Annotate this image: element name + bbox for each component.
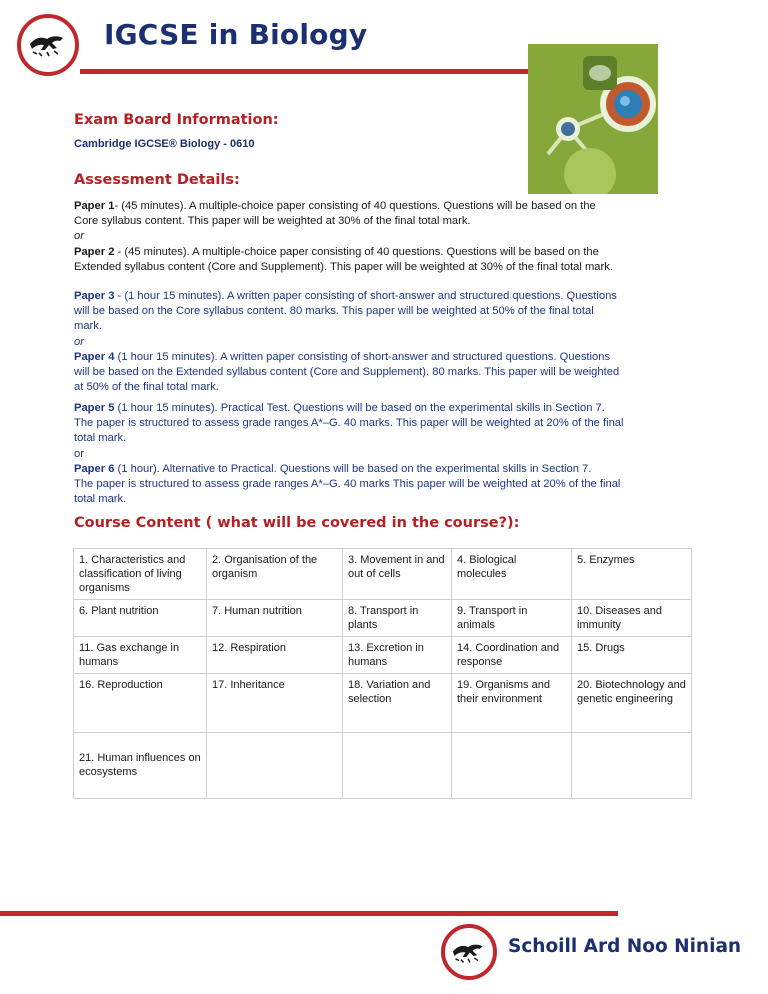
paper6-label: Paper 6	[74, 462, 115, 475]
paper2-label: Paper 2	[74, 245, 115, 258]
table-cell	[343, 733, 452, 799]
table-cell: 17. Inheritance	[207, 674, 343, 733]
table-cell	[452, 733, 572, 799]
table-cell: 10. Diseases and immunity	[572, 600, 692, 637]
table-cell: 14. Coordination and response	[452, 637, 572, 674]
paper5-line3: total mark.	[74, 432, 127, 445]
paper6-line1: Paper 6 (1 hour). Alternative to Practical. Questions will be based on the experimental skills in Section 7.	[74, 462, 592, 475]
table-cell: 21. Human influences on ecosystems	[74, 733, 207, 799]
course-content-heading: Course Content ( what will be covered in the course?):	[74, 515, 520, 531]
paper3-line3: mark.	[74, 320, 102, 333]
table-cell: 4. Biological molecules	[452, 549, 572, 600]
header-divider	[80, 69, 550, 74]
or-separator: or	[74, 447, 84, 460]
table-cell: 6. Plant nutrition	[74, 600, 207, 637]
table-cell: 12. Respiration	[207, 637, 343, 674]
school-crest-icon	[17, 14, 79, 76]
table-cell: 15. Drugs	[572, 637, 692, 674]
school-crest-icon	[441, 924, 497, 980]
table-cell: 20. Biotechnology and genetic engineering	[572, 674, 692, 733]
table-cell: 1. Characteristics and classification of living organisms	[74, 549, 207, 600]
table-cell	[207, 733, 343, 799]
table-cell: 3. Movement in and out of cells	[343, 549, 452, 600]
or-separator: or	[74, 230, 84, 243]
papers-3-4-block	[74, 289, 692, 395]
table-cell: 16. Reproduction	[74, 674, 207, 733]
table-cell: 18. Variation and selection	[343, 674, 452, 733]
paper3-line1: Paper 3 - (1 hour 15 minutes). A written paper consisting of short-answer and structured questions. Questions	[74, 290, 617, 302]
paper1-line1: Paper 1- (45 minutes). A multiple-choice paper consisting of 40 questions. Questions will be based on the	[74, 200, 596, 212]
assessment-heading: Assessment Details:	[74, 172, 240, 188]
paper3-line2: will be based on the Core syllabus content. 80 marks. This paper will be weighted at 50% of the final total	[74, 305, 594, 318]
page-title: IGCSE in Biology	[104, 18, 368, 51]
table-cell: 2. Organisation of the organism	[207, 549, 343, 600]
paper6-line2: The paper is structured to assess grade ranges A*–G. 40 marks This paper will be weighted at 20% of the final	[74, 478, 621, 491]
papers-1-2-block	[74, 199, 692, 275]
paper4-line1: Paper 4 (1 hour 15 minutes). A written paper consisting of short-answer and structured questions. Questions	[74, 350, 611, 363]
paper1-label: Paper 1	[74, 200, 115, 212]
table-cell: 7. Human nutrition	[207, 600, 343, 637]
paper4-label: Paper 4	[74, 350, 115, 363]
table-cell: 9. Transport in animals	[452, 600, 572, 637]
table-cell: 8. Transport in plants	[343, 600, 452, 637]
table-cell: 11. Gas exchange in humans	[74, 637, 207, 674]
papers-5-6-block	[74, 401, 692, 507]
exam-board-heading: Exam Board Information:	[74, 112, 279, 128]
table-cell	[572, 733, 692, 799]
cell-biology-banner-image	[528, 44, 658, 194]
school-name: Schoill Ard Noo Ninian	[508, 936, 742, 957]
paper2-line2: Extended syllabus content (Core and Supplement). This paper will be weighted at 30% of the final total mark.	[74, 260, 613, 273]
table-cell: 5. Enzymes	[572, 549, 692, 600]
paper5-label: Paper 5	[74, 402, 115, 414]
paper4-line3: at 50% of the final total mark.	[74, 381, 219, 394]
exam-board-code: Cambridge IGCSE® Biology - 0610	[74, 138, 255, 150]
table-row	[74, 674, 692, 733]
footer-divider	[0, 911, 618, 916]
paper6-line3: total mark.	[74, 493, 127, 506]
table-row	[74, 637, 692, 674]
table-cell: 13. Excretion in humans	[343, 637, 452, 674]
table-row	[74, 549, 692, 600]
table-row	[74, 733, 692, 799]
paper1-line2: Core syllabus content. This paper will be weighted at 30% of the final total mark.	[74, 215, 471, 228]
table-row	[74, 600, 692, 637]
paper5-line1: Paper 5 (1 hour 15 minutes). Practical Test. Questions will be based on the experimental skills in Section 7.	[74, 402, 605, 414]
paper5-line2: The paper is structured to assess grade ranges A*–G. 40 marks. This paper will be weighted at 20% of the final	[74, 417, 624, 430]
table-cell: 19. Organisms and their environment	[452, 674, 572, 733]
paper3-label: Paper 3	[74, 290, 115, 302]
course-content-table	[73, 548, 692, 799]
or-separator: or	[74, 335, 84, 348]
paper2-line1: Paper 2 - (45 minutes). A multiple-choice paper consisting of 40 questions. Questions will be based on the	[74, 245, 599, 258]
paper4-line2: will be based on the Extended syllabus content (Core and Supplement). 80 marks. This paper will be weighted	[74, 366, 620, 379]
